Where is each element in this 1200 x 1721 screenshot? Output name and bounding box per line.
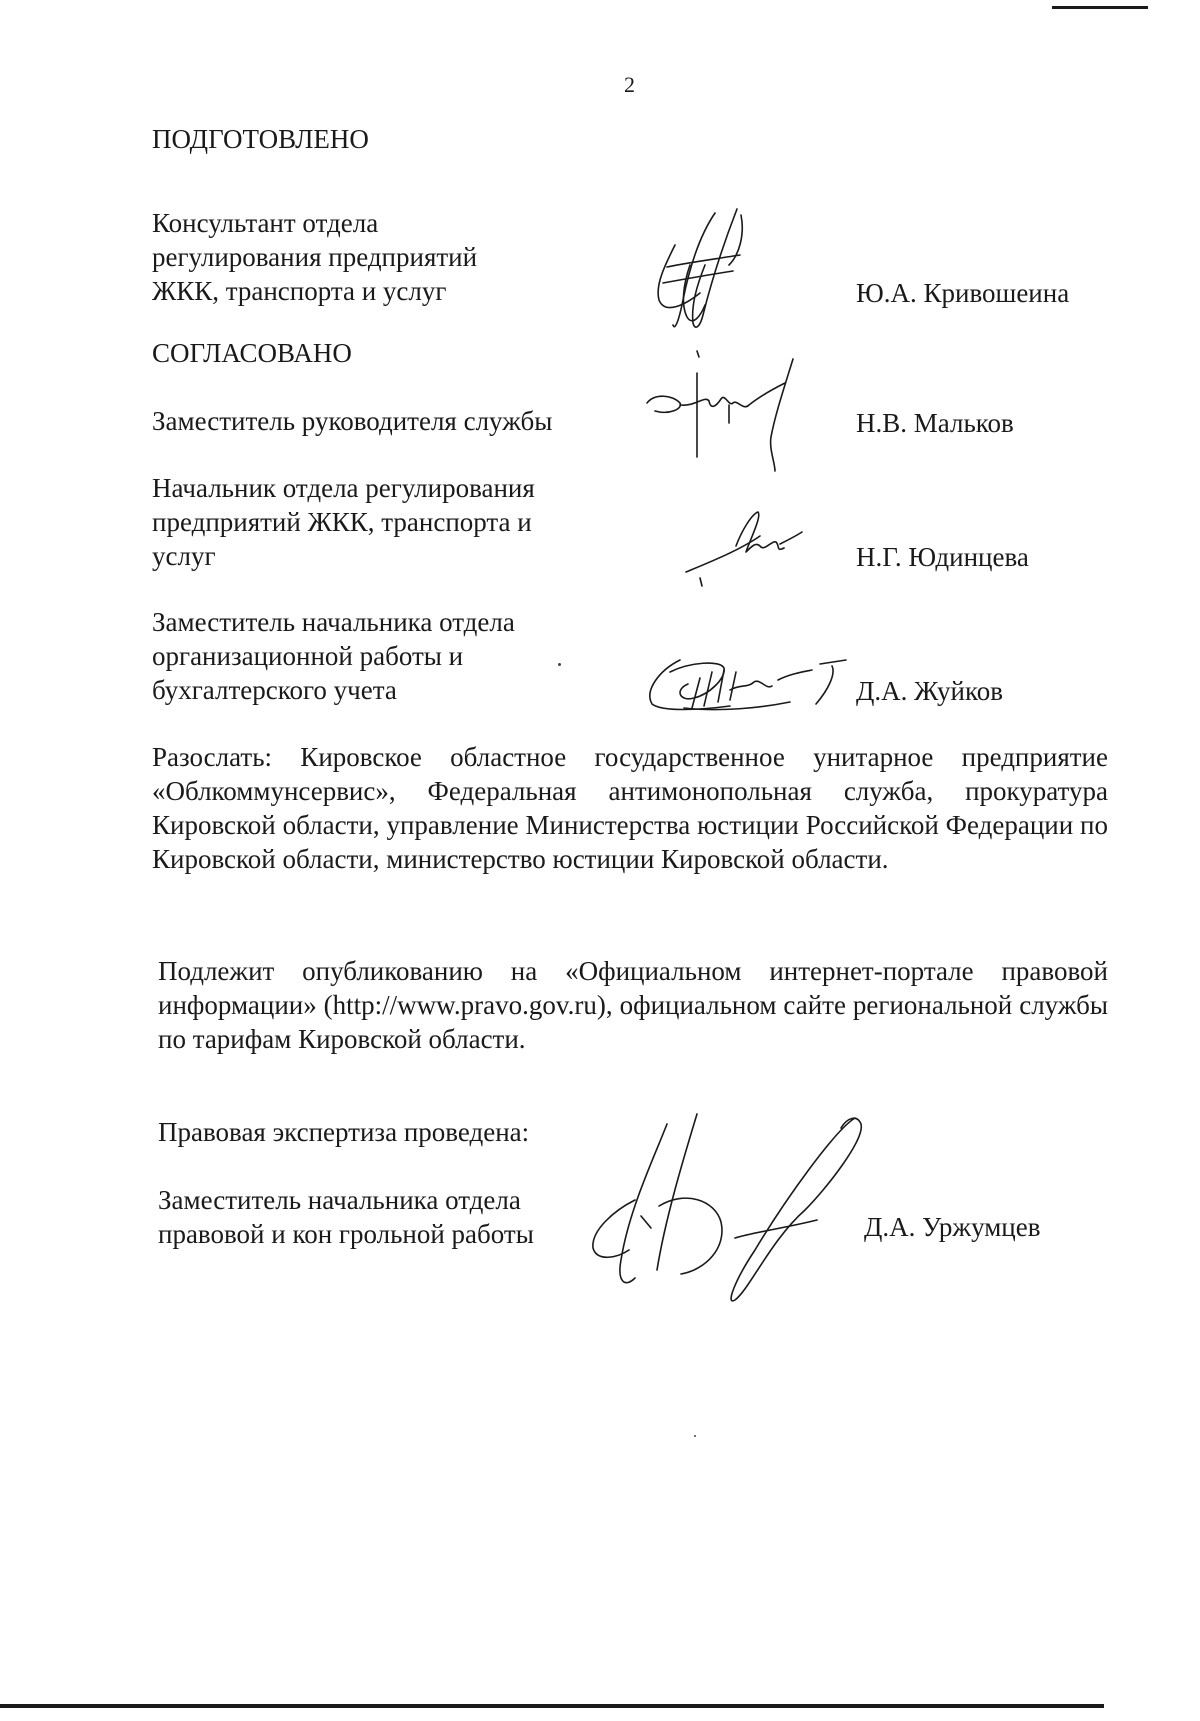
scan-speck [694, 1435, 696, 1437]
signer-position [152, 605, 515, 707]
legal-review-heading: Правовая экспертиза проведена: [158, 1117, 530, 1147]
distribution-list: Разослать: Кировское областное государственное унитарное предприятие «Облкоммунсервис», Федеральная антимонопольная служба, прокуратура Кировской области, управление Министерства юстиции Российской Федерации по Кировской области, министерство юстиции Кировской области. [152, 742, 1108, 874]
position-line: Начальник отдела регулирования [152, 473, 535, 503]
prepared-heading: ПОДГОТОВЛЕНО [152, 124, 369, 154]
signature-malkov [625, 345, 825, 475]
signer-name: Д.А. Жуйков [856, 676, 1003, 706]
position-line: Заместитель начальника отдела [158, 1185, 521, 1215]
signer-name: Н.Г. Юдинцева [856, 542, 1029, 572]
signature-yudintseva [680, 506, 810, 596]
position-line: Консультант отдела [152, 208, 379, 238]
position-line: организационной работы и [152, 641, 464, 671]
scan-speck [558, 663, 561, 666]
prepared-position [152, 206, 477, 308]
position-line: ЖКК, транспорта и услуг [152, 276, 447, 306]
position-line: услуг [152, 541, 216, 571]
position-line: регулирования предприятий [152, 242, 478, 272]
position-line: предприятий ЖКК, транспорта и [152, 507, 532, 537]
signer-position: Заместитель руководителя службы [152, 406, 553, 436]
agreed-heading: СОГЛАСОВАНО [152, 338, 352, 368]
signer-position [152, 471, 535, 573]
signature-zhuikov [640, 650, 850, 720]
position-line: правовой и кон грольной работы [158, 1219, 534, 1249]
publication-note: Подлежит опубликованию на «Официальном интернет-портале правовой информации» (http://www.pravo.gov.ru), официальном сайте региональной службы по тарифам Кировской области. [158, 956, 1108, 1054]
legal-review-position [158, 1183, 534, 1251]
legal-review-name: Д.А. Уржумцев [864, 1212, 1041, 1242]
bottom-edge-mark [0, 1704, 1104, 1708]
signature-krivosheina [645, 205, 755, 335]
position-line: Заместитель начальника отдела [152, 607, 515, 637]
prepared-name: Ю.А. Кривошеина [856, 278, 1070, 308]
signature-urzhumtsev [585, 1110, 875, 1310]
page-number: 2 [624, 72, 635, 97]
signer-name: Н.В. Мальков [856, 408, 1014, 438]
top-edge-mark [1052, 6, 1148, 9]
position-line: бухгалтерского учета [152, 675, 397, 705]
